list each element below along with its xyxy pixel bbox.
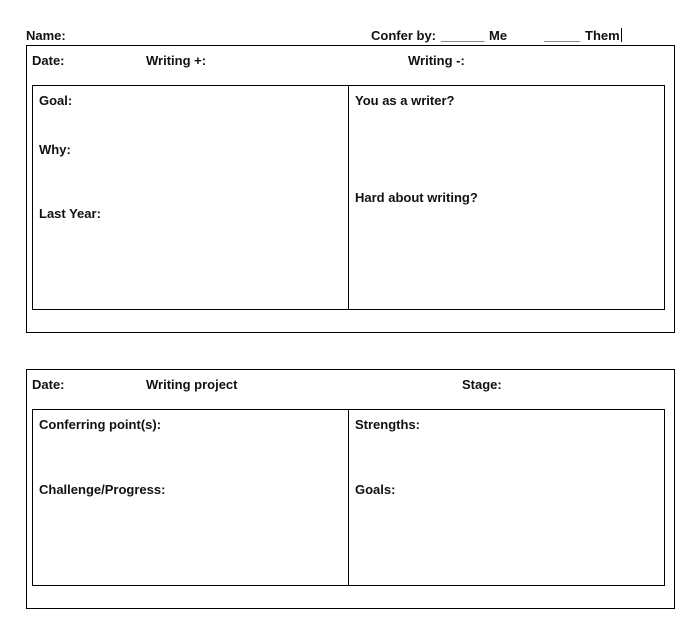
section1-writing-plus-label: Writing +: [146, 53, 207, 68]
section2-table-divider [348, 409, 349, 586]
strengths-label: Strengths: [355, 417, 420, 432]
stage-label: Stage: [462, 377, 502, 392]
goals-label: Goals: [355, 482, 396, 497]
confer-by-label: Confer by: [371, 28, 436, 43]
writing-project-label: Writing project [146, 377, 238, 392]
you-as-writer-label: You as a writer? [355, 93, 455, 108]
goal-label: Goal: [39, 93, 73, 108]
confer-blank-them[interactable]: _____ [544, 28, 581, 43]
confer-blank-me[interactable]: ______ [441, 28, 485, 43]
challenge-progress-label: Challenge/Progress: [39, 482, 166, 497]
conferring-points-label: Conferring point(s): [39, 417, 162, 432]
confer-option-them [585, 28, 622, 43]
name-label: Name: [26, 28, 66, 43]
last-year-label: Last Year: [39, 206, 101, 221]
text-cursor [621, 28, 622, 42]
section1-table-divider [348, 85, 349, 310]
section1-writing-minus-label: Writing -: [408, 53, 465, 68]
hard-about-writing-label: Hard about writing? [355, 190, 478, 205]
confer-option-them-text: Them [585, 28, 620, 43]
why-label: Why: [39, 142, 71, 157]
section2-date-label: Date: [32, 377, 65, 392]
confer-option-me: Me [489, 28, 508, 43]
section1-date-label: Date: [32, 53, 65, 68]
